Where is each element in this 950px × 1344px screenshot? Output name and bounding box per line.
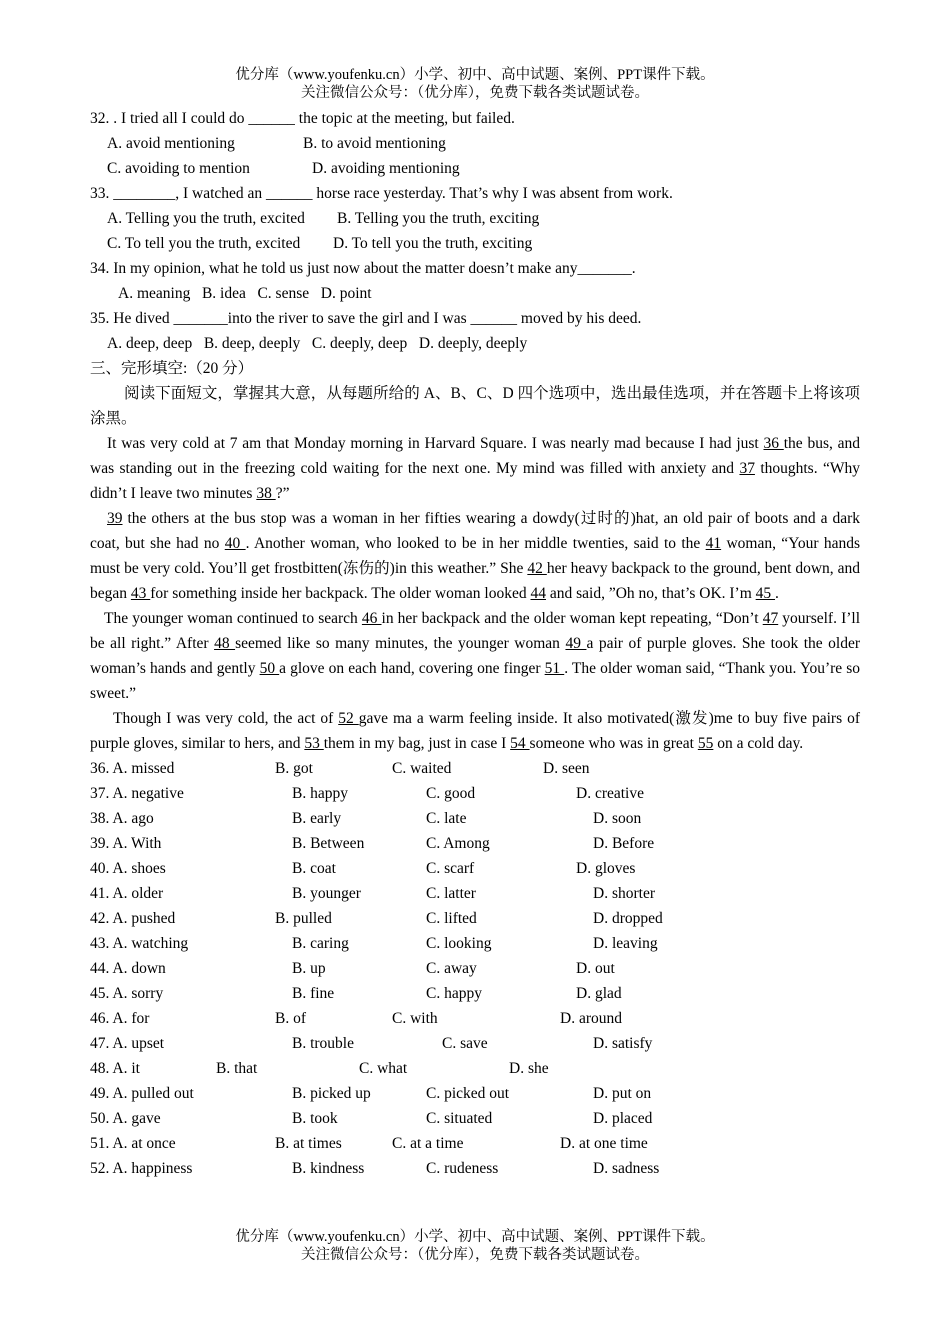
option-b: B. of <box>275 1010 306 1027</box>
q32-option-d: D. avoiding mentioning <box>312 160 460 177</box>
text: woman, “Your hands must be very cold. You’ll get frostbitten(冻伤的)in this weather.” She <box>90 535 860 577</box>
blank-48: 48 <box>214 635 236 652</box>
option-c: C. good <box>426 785 476 802</box>
footer-line-1: 优分库（www.youfenku.cn）小学、初中、高中试题、案例、PPT课件下载。 <box>235 1229 715 1245</box>
q33-option-a: A. Telling you the truth, excited <box>107 210 305 227</box>
option-b: B. happy <box>292 785 348 802</box>
option-a: 39. A. With <box>90 835 162 852</box>
option-a: 43. A. watching <box>90 935 189 952</box>
q32-option-c: C. avoiding to mention <box>107 160 250 177</box>
options-row <box>90 906 860 931</box>
text: ?” <box>275 485 290 502</box>
option-a: 45. A. sorry <box>90 985 164 1002</box>
blank-43: 43 <box>130 585 151 602</box>
blank-52: 52 <box>338 710 359 727</box>
option-b: B. up <box>292 960 326 977</box>
options-row <box>90 931 860 956</box>
text: her heavy backpack to the ground, bent down, and began <box>90 560 861 602</box>
option-c: C. happy <box>426 985 482 1002</box>
option-b: B. picked up <box>292 1085 371 1102</box>
option-c: C. situated <box>426 1110 493 1127</box>
exam-body <box>90 106 860 1181</box>
option-c: C. at a time <box>392 1135 464 1152</box>
q33-options-row2 <box>90 231 860 256</box>
blank-42: 42 <box>527 560 547 577</box>
page-header <box>90 66 860 102</box>
option-c: C. picked out <box>426 1085 510 1102</box>
option-c: C. what <box>359 1060 408 1077</box>
q33-option-b: B. Telling you the truth, exciting <box>337 210 540 227</box>
blank-45: 45 <box>755 585 776 602</box>
option-c: C. looking <box>426 935 492 952</box>
options-row <box>90 756 860 781</box>
text: The younger woman continued to search <box>104 610 362 627</box>
text: Though I was very cold, the act of <box>113 710 339 727</box>
blank-37: 37 <box>739 460 755 477</box>
option-a: 51. A. at once <box>90 1135 176 1152</box>
q33-option-c: C. To tell you the truth, excited <box>107 235 301 252</box>
q34-options: A. meaning B. idea C. sense D. point <box>118 285 372 302</box>
passage-paragraph-2 <box>90 506 860 606</box>
q32-option-a: A. avoid mentioning <box>107 135 235 152</box>
option-b: B. early <box>292 810 342 827</box>
blank-36: 36 <box>763 435 784 452</box>
option-c: C. Among <box>426 835 490 852</box>
option-d: D. shorter <box>593 885 655 902</box>
option-d: D. she <box>509 1060 549 1077</box>
option-a: 49. A. pulled out <box>90 1085 194 1102</box>
option-d: D. creative <box>576 785 644 802</box>
options-row <box>90 956 860 981</box>
option-c: C. latter <box>426 885 476 902</box>
q32-options-row2 <box>90 156 860 181</box>
blank-40: 40 <box>224 535 246 552</box>
option-a: 37. A. negative <box>90 785 184 802</box>
option-b: B. pulled <box>275 910 332 927</box>
q33-option-d: D. To tell you the truth, exciting <box>333 235 533 252</box>
option-b: B. younger <box>292 885 361 902</box>
option-d: D. satisfy <box>593 1035 653 1052</box>
text: a pair of purple gloves. She took the older woman’s hands and gently <box>90 635 861 677</box>
option-a: 46. A. for <box>90 1010 150 1027</box>
blank-47: 47 <box>762 610 779 627</box>
passage-paragraph-3 <box>90 606 860 706</box>
options-row <box>90 1081 860 1106</box>
option-b: B. trouble <box>292 1035 354 1052</box>
options-row <box>90 881 860 906</box>
option-b: B. that <box>216 1060 258 1077</box>
options-row <box>90 1056 860 1081</box>
text: . Another woman, who looked to be in her middle twenties, said to the <box>245 535 706 552</box>
option-c: C. rudeness <box>426 1160 499 1177</box>
option-a: 40. A. shoes <box>90 860 166 877</box>
blank-39: 39 <box>107 510 123 527</box>
options-row <box>90 781 860 806</box>
text: a glove on each hand, covering one finger <box>279 660 545 677</box>
option-a: 42. A. pushed <box>90 910 176 927</box>
option-d: D. out <box>576 960 615 977</box>
option-b: B. Between <box>292 835 365 852</box>
blank-46: 46 <box>361 610 382 627</box>
options-row <box>90 856 860 881</box>
text: them in my bag, just in case I <box>323 735 511 752</box>
option-b: B. kindness <box>292 1160 365 1177</box>
options-row <box>90 1031 860 1056</box>
blank-51: 51 <box>544 660 565 677</box>
option-b: B. fine <box>292 985 335 1002</box>
option-c: C. with <box>392 1010 438 1027</box>
option-d: D. at one time <box>560 1135 648 1152</box>
option-d: D. soon <box>593 810 642 827</box>
options-row <box>90 1106 860 1131</box>
option-b: B. caring <box>292 935 349 952</box>
option-c: C. lifted <box>426 910 477 927</box>
option-d: D. placed <box>593 1110 653 1127</box>
blank-53: 53 <box>304 735 324 752</box>
passage-paragraph-1 <box>90 431 860 506</box>
blank-41: 41 <box>705 535 722 552</box>
q34-stem: 34. In my opinion, what he told us just now about the matter doesn’t make any_______. <box>90 260 636 277</box>
header-line-2: 关注微信公众号：（优分库），免费下载各类试题试卷。 <box>301 85 649 101</box>
options-row <box>90 806 860 831</box>
options-row <box>90 1131 860 1156</box>
text: thoughts. “Why didn’t I leave two minutes <box>90 460 860 502</box>
option-a: 47. A. upset <box>90 1035 165 1052</box>
option-a: 44. A. down <box>90 960 166 977</box>
option-c: C. late <box>426 810 467 827</box>
blank-49: 49 <box>565 635 587 652</box>
text: yourself. I’ll be all right.” After <box>90 610 861 652</box>
text: and said, ”Oh no, that’s OK. I’m <box>546 585 756 602</box>
blank-54: 54 <box>510 735 530 752</box>
q33-options-row1 <box>90 206 860 231</box>
text: It was very cold at 7 am that Monday morning in Harvard Square. I was nearly mad because I had just <box>107 435 764 452</box>
option-b: B. coat <box>292 860 336 877</box>
text: gave ma a warm feeling inside. It also motivated(激发)me to buy five pairs of purple gloves, similar to hers, and <box>90 710 860 752</box>
q35-stem: 35. He dived _______into the river to save the girl and I was ______ moved by his deed. <box>90 310 642 327</box>
page-footer <box>90 1228 860 1264</box>
option-d: D. leaving <box>593 935 658 952</box>
blank-44: 44 <box>530 585 546 602</box>
option-a: 48. A. it <box>90 1060 140 1077</box>
options-table <box>90 756 860 1181</box>
options-row <box>90 981 860 1006</box>
options-row <box>90 831 860 856</box>
options-row <box>90 1156 860 1181</box>
option-b: B. at times <box>275 1135 342 1152</box>
option-d: D. around <box>560 1010 622 1027</box>
option-d: D. seen <box>543 760 590 777</box>
text: for something inside her backpack. The older woman looked <box>150 585 531 602</box>
text: the others at the bus stop was a woman in her fifties wearing a dowdy(过时的)hat, an old pair of boots and a dark coat, but she had no <box>90 510 860 552</box>
option-d: D. glad <box>576 985 622 1002</box>
option-b: B. took <box>292 1110 338 1127</box>
option-a: 52. A. happiness <box>90 1160 193 1177</box>
option-b: B. got <box>275 760 313 777</box>
text: on a cold day. <box>713 735 804 752</box>
option-d: D. gloves <box>576 860 636 877</box>
blank-38: 38 <box>256 485 276 502</box>
option-d: D. put on <box>593 1085 652 1102</box>
header-line-1: 优分库（www.youfenku.cn）小学、初中、高中试题、案例、PPT课件下载。 <box>235 67 715 83</box>
option-c: C. scarf <box>426 860 475 877</box>
passage-paragraph-4 <box>90 706 860 756</box>
q32-option-b: B. to avoid mentioning <box>303 135 446 152</box>
text: . <box>775 585 779 602</box>
option-c: C. waited <box>392 760 452 777</box>
q32-stem: 32. . I tried all I could do ______ the topic at the meeting, but failed. <box>90 110 515 127</box>
q33-stem: 33. ________, I watched an ______ horse race yesterday. That’s why I was absent from work. <box>90 185 673 202</box>
text: in her backpack and the older woman kept repeating, “Don’t <box>381 610 763 627</box>
option-a: 50. A. gave <box>90 1110 161 1127</box>
text: seemed like so many minutes, the younger woman <box>235 635 566 652</box>
section-instruction: 阅读下面短文，掌握其大意，从每题所给的 A、B、C、D 四个选项中，选出最佳选项，并在答题卡上将该项涂黑。 <box>90 385 860 427</box>
option-a: 36. A. missed <box>90 760 175 777</box>
option-d: D. Before <box>593 835 655 852</box>
options-row <box>90 1006 860 1031</box>
q32-options-row1 <box>90 131 860 156</box>
section-title: 三、完形填空:（20 分） <box>90 360 254 377</box>
option-d: D. dropped <box>593 910 663 927</box>
blank-55: 55 <box>697 735 714 752</box>
option-a: 38. A. ago <box>90 810 154 827</box>
text: . The older woman said, “Thank you. You’re so sweet.” <box>90 660 861 702</box>
option-a: 41. A. older <box>90 885 164 902</box>
text: the bus, and was standing out in the freezing cold waiting for the next one. My mind was filled with anxiety and <box>90 435 860 477</box>
option-c: C. save <box>442 1035 488 1052</box>
blank-50: 50 <box>259 660 280 677</box>
text: someone who was in great <box>529 735 698 752</box>
option-c: C. away <box>426 960 477 977</box>
q35-options: A. deep, deep B. deep, deeply C. deeply, deep D. deeply, deeply <box>107 335 528 352</box>
option-d: D. sadness <box>593 1160 660 1177</box>
footer-line-2: 关注微信公众号：（优分库），免费下载各类试题试卷。 <box>301 1247 649 1263</box>
